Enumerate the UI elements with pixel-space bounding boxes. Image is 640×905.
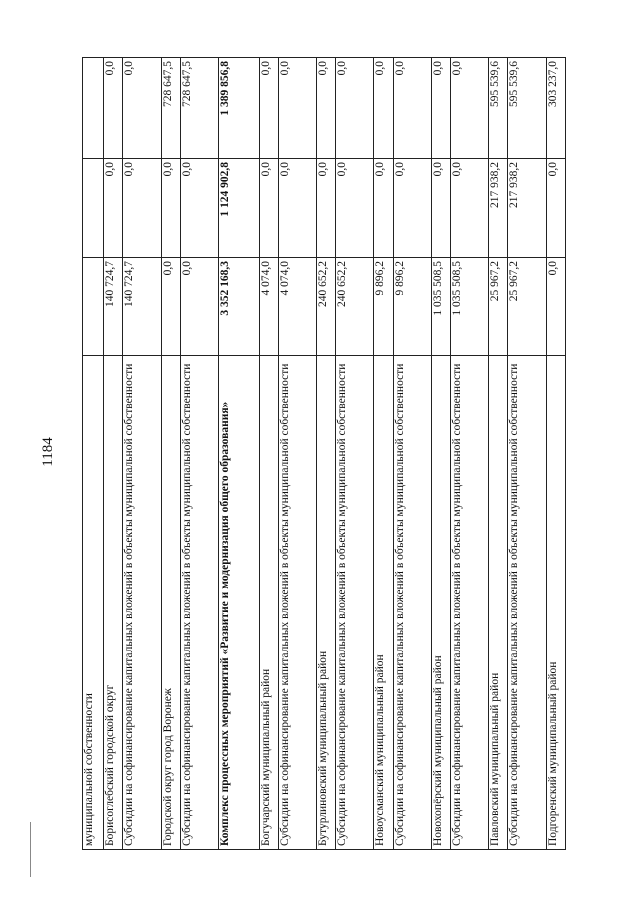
value-col-3: 728 647,5 [180,58,218,159]
row-name: Субсидии на софинансирование капитальных вложений в объекты муниципальной собственности [123,356,161,850]
value-col-3 [83,58,104,159]
value-col-2: 0,0 [431,159,450,258]
row-name: Подгоренский муниципальный район [546,356,565,850]
row-name: Субсидии на софинансирование капитальных вложений в объекты муниципальной собственности [180,356,218,850]
value-col-1: 9 896,2 [393,258,431,356]
value-col-1: 1 035 508,5 [431,258,450,356]
value-col-3: 1 389 856,8 [219,58,259,159]
row-name: Павловский муниципальный район [489,356,508,850]
value-col-2: 0,0 [259,159,278,258]
budget-table [82,57,566,850]
value-col-3: 0,0 [451,58,489,159]
row-name: Субсидии на софинансирование капитальных вложений в объекты муниципальной собственности [393,356,431,850]
row-name: Городской округ город Воронеж [161,356,180,850]
value-col-3: 0,0 [374,58,393,159]
value-col-2: 217 938,2 [508,159,546,258]
value-col-2: 0,0 [317,159,336,258]
page-number: 1184 [40,437,56,467]
value-col-1: 25 967,2 [508,258,546,356]
value-col-2: 0,0 [161,159,180,258]
value-col-1: 0,0 [180,258,218,356]
value-col-3: 0,0 [104,58,123,159]
value-col-3: 0,0 [123,58,161,159]
rotated-table-area [82,58,566,850]
value-col-2: 0,0 [546,159,565,258]
table-row [83,58,104,850]
value-col-2: 0,0 [374,159,393,258]
table-row [508,58,546,850]
row-name: Субсидии на софинансирование капитальных вложений в объекты муниципальной собственности [451,356,489,850]
table-row [219,58,259,850]
value-col-1: 0,0 [546,258,565,356]
value-col-2: 0,0 [180,159,218,258]
table-body [83,58,566,850]
value-col-1: 240 652,2 [336,258,374,356]
value-col-1: 4 074,0 [259,258,278,356]
row-name: Субсидии на софинансирование капитальных вложений в объекты муниципальной собственности [278,356,316,850]
table-row [278,58,316,850]
row-name: Богучарский муниципальный район [259,356,278,850]
value-col-1: 4 074,0 [278,258,316,356]
value-col-3: 595 539,6 [508,58,546,159]
row-name: Комплекс процессных мероприятий «Развитие и модернизация общего образования» [219,356,259,850]
value-col-3: 0,0 [317,58,336,159]
value-col-2: 0,0 [123,159,161,258]
value-col-1: 25 967,2 [489,258,508,356]
row-name: Субсидии на софинансирование капитальных вложений в объекты муниципальной собственности [508,356,546,850]
value-col-2: 0,0 [451,159,489,258]
value-col-2: 1 124 902,8 [219,159,259,258]
value-col-2: 0,0 [393,159,431,258]
table-row [489,58,508,850]
value-col-2: 0,0 [104,159,123,258]
table-row [161,58,180,850]
row-name: Борисоглебский городской округ [104,356,123,850]
value-col-1: 1 035 508,5 [451,258,489,356]
row-name: Субсидии на софинансирование капитальных вложений в объекты муниципальной собственности [336,356,374,850]
value-col-3: 595 539,6 [489,58,508,159]
table-row [393,58,431,850]
value-col-3: 0,0 [336,58,374,159]
table-row [546,58,565,850]
row-name: муниципальной собственности [83,356,104,850]
value-col-3: 303 237,0 [546,58,565,159]
value-col-2: 0,0 [278,159,316,258]
value-col-1: 0,0 [161,258,180,356]
row-name: Новохопёрский муниципальный район [431,356,450,850]
row-name: Новоусманский муниципальный район [374,356,393,850]
table-row [104,58,123,850]
table-row [180,58,218,850]
footnote-rule [30,822,31,877]
value-col-3: 0,0 [278,58,316,159]
value-col-3: 0,0 [393,58,431,159]
table-row [374,58,393,850]
value-col-1: 140 724,7 [123,258,161,356]
value-col-3: 728 647,5 [161,58,180,159]
table-row [317,58,336,850]
value-col-1: 240 652,2 [317,258,336,356]
value-col-1: 3 352 168,3 [219,258,259,356]
value-col-3: 0,0 [259,58,278,159]
table-row [431,58,450,850]
value-col-1 [83,258,104,356]
table-row [336,58,374,850]
value-col-2: 217 938,2 [489,159,508,258]
table-row [451,58,489,850]
value-col-3: 0,0 [431,58,450,159]
value-col-1: 9 896,2 [374,258,393,356]
value-col-2: 0,0 [336,159,374,258]
row-name: Бутурлиновский муниципальный район [317,356,336,850]
table-row [259,58,278,850]
value-col-1: 140 724,7 [104,258,123,356]
table-row [123,58,161,850]
value-col-2 [83,159,104,258]
table-wrap [82,58,566,850]
